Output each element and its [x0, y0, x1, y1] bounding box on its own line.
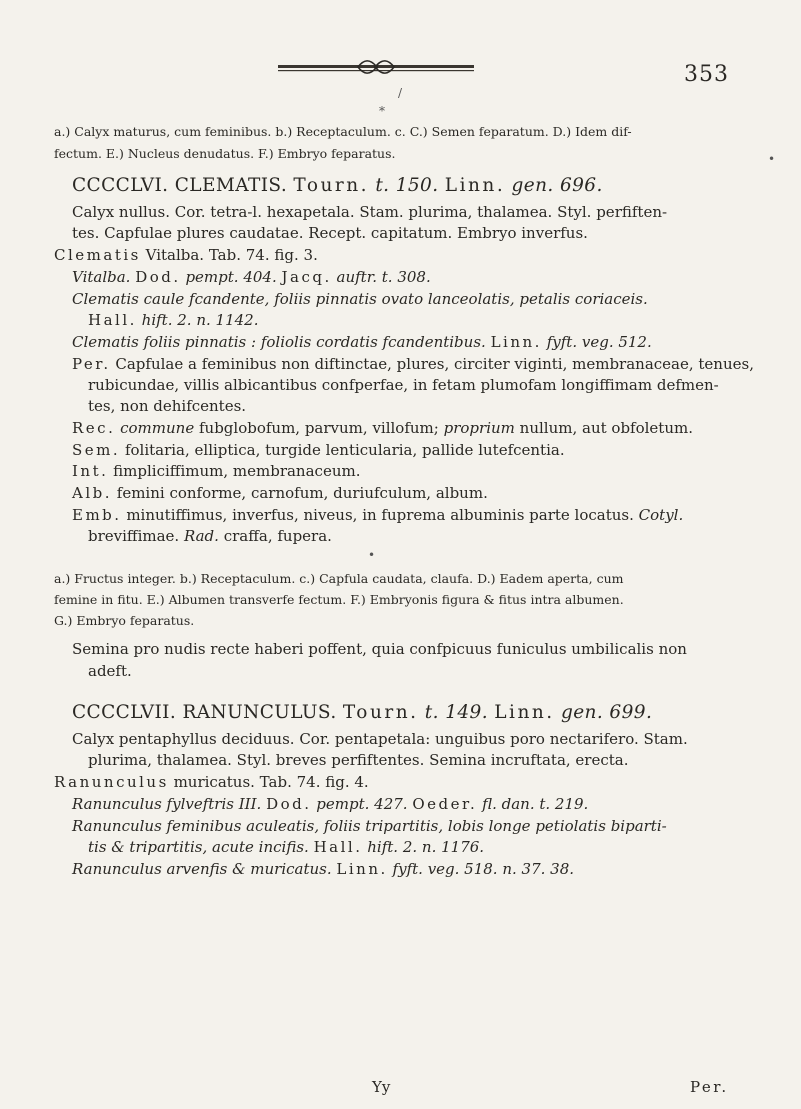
entry1-tournefort-ref: t. 150.: [375, 175, 439, 196]
catchword: Per.: [690, 1078, 729, 1096]
note-line1: Semina pro nudis recte haberi poffent, quia confpicuus funiculus umbilicalis non: [72, 640, 687, 658]
entry1-emb-line2: [88, 527, 332, 545]
entry2-syn3-text: Ranunculus arvenfis & muricatus.: [72, 860, 332, 878]
entry1-character-line2: tes. Capfulae plures caudatae. Recept. capitatum. Embryo inverfus.: [72, 224, 588, 242]
entry1-syn2-auth: Hall.: [88, 311, 137, 329]
entry2-genus: RANUNCULUS.: [182, 702, 337, 723]
entry1-per-line2: rubicundae, villis albicantibus confperfae, in fetam plumofam longiffimam defmen-: [88, 376, 719, 394]
entry1-rec-label: Rec.: [72, 419, 116, 437]
entry2-linnaeus-ref: gen. 699.: [560, 702, 653, 723]
footnote2-line1: a.) Fructus integer. b.) Receptaculum. c.) Capfula caudata, claufa. D.) Eadem aperta, cum: [54, 571, 624, 586]
entry1-emb-rad: Rad.: [183, 527, 219, 545]
entry2-species: [54, 773, 369, 791]
entry1-per-line1: [72, 355, 754, 373]
entry1-emb-l2b: craffa, fupera.: [223, 527, 332, 545]
entry2-syn3-ref: fyft. veg. 518. n. 37. 38.: [392, 860, 575, 878]
entry1-rec: [72, 419, 693, 437]
entry2-tournefort: Tourn.: [342, 702, 419, 723]
entry1-number: CCCCLVI.: [72, 175, 169, 196]
footnote1-line1: a.) Calyx maturus, cum feminibus. b.) Receptaculum. c. C.) Semen feparatum. D.) Idem dif-: [54, 124, 632, 139]
entry1-species-name: Clematis: [54, 246, 141, 264]
entry2-heading: [72, 702, 652, 723]
entry1-sem-text: folitaria, elliptica, turgide lenticularia, pallide lutefcentia.: [124, 441, 565, 459]
entry1-syn1-ref2: auftr. t. 308.: [336, 268, 431, 286]
footnote1-line2: fectum. E.) Nucleus denudatus. F.) Embryo feparatus.: [54, 146, 396, 161]
entry1-syn3-auth: Linn.: [490, 333, 542, 351]
stray-dot-right: •: [768, 152, 776, 166]
entry1-sem-label: Sem.: [72, 441, 121, 459]
entry2-character-line2: plurima, thalamea. Styl. breves perfiftentes. Semina incruftata, erecta.: [88, 751, 629, 769]
entry2-character-line1: Calyx pentaphyllus deciduus. Cor. pentapetala: unguibus poro nectarifero. Stam.: [72, 730, 688, 748]
entry1-heading: [72, 175, 603, 196]
entry1-linnaeus-ref: gen. 696.: [511, 175, 603, 196]
entry2-syn1-auth: Dod.: [266, 795, 312, 813]
entry1-syn3-text: Clematis foliis pinnatis : foliolis cordatis fcandentibus.: [72, 333, 486, 351]
entry1-int-label: Int.: [72, 462, 109, 480]
entry1-emb-l2a: breviffimae.: [88, 527, 180, 545]
stray-mark: /: [398, 86, 403, 100]
entry1-syn2-ref: hift. 2. n. 1142.: [141, 311, 259, 329]
signature-mark: Yy: [372, 1078, 391, 1096]
entry1-alb: [72, 484, 488, 502]
entry1-per-label: Per.: [72, 355, 111, 373]
header-ornament: [278, 58, 474, 78]
entry2-syn1-ref: pempt. 427.: [316, 795, 408, 813]
entry2-tournefort-ref: t. 149.: [424, 702, 488, 723]
stray-dot-mid: •: [368, 548, 376, 562]
footnote2-line3: G.) Embryo feparatus.: [54, 613, 195, 628]
entry1-emb-cotyl: Cotyl.: [638, 506, 684, 524]
entry2-syn1-auth2: Oeder.: [412, 795, 478, 813]
entry1-per-line3: tes, non dehifcentes.: [88, 397, 247, 415]
entry1-per-text1: Capfulae a feminibus non diftinctae, plures, circiter viginti, membranaceae, tenues,: [115, 355, 754, 373]
footnote2-line2: femine in fitu. E.) Albumen transverfe fectum. F.) Embryonis figura & fitus intra albumen.: [54, 592, 624, 607]
entry2-syn3-auth: Linn.: [336, 860, 388, 878]
entry2-number: CCCCLVII.: [72, 702, 177, 723]
entry1-synonym2: Clematis caule fcandente, foliis pinnatis ovato lanceolatis, petalis coriaceis.: [72, 290, 648, 308]
entry1-syn1-auth2: Jacq.: [281, 268, 332, 286]
entry1-syn3-ref: fyft. veg. 512.: [546, 333, 652, 351]
entry1-species-rest: Vitalba. Tab. 74. fig. 3.: [145, 246, 318, 264]
star-mark: *: [379, 104, 385, 118]
entry1-tournefort: Tourn.: [293, 175, 370, 196]
note-line2: adeft.: [88, 662, 132, 680]
entry2-linnaeus: Linn.: [494, 702, 555, 723]
entry2-syn2-text2: tis & tripartitis, acute incifis.: [88, 838, 309, 856]
entry2-synonym1: [72, 795, 588, 813]
entry1-int: [72, 462, 360, 480]
entry1-emb-text: minutiffimus, inverfus, niveus, in fuprema albuminis parte locatus.: [126, 506, 634, 524]
entry1-syn1-name: Vitalba.: [72, 268, 131, 286]
entry1-character-line1: Calyx nullus. Cor. tetra-l. hexapetala. Stam. plurima, thalamea. Styl. perfiften-: [72, 203, 668, 221]
entry2-syn1-ref2: fl. dan. t. 219.: [482, 795, 589, 813]
page-number: 353: [684, 62, 729, 87]
entry1-rec-text2: nullum, aut obfoletum.: [519, 419, 693, 437]
entry2-synonym3: [72, 860, 574, 878]
entry2-synonym2-line2: [88, 838, 484, 856]
entry1-emb: [72, 506, 683, 524]
entry1-alb-label: Alb.: [72, 484, 112, 502]
entry1-linnaeus: Linn.: [444, 175, 506, 196]
entry2-synonym2-line1: Ranunculus feminibus aculeatis, foliis tripartitis, lobis longe petiolatis biparti-: [72, 817, 667, 835]
entry1-int-text: fimpliciffimum, membranaceum.: [113, 462, 361, 480]
entry1-alb-text: femini conforme, carnofum, duriufculum, album.: [116, 484, 488, 502]
entry1-synonym2-cite: [88, 311, 258, 329]
entry1-emb-label: Emb.: [72, 506, 122, 524]
entry2-syn2-auth: Hall.: [313, 838, 363, 856]
entry1-genus: CLEMATIS.: [174, 175, 288, 196]
entry1-syn1-auth: Dod.: [135, 268, 181, 286]
entry1-rec-commune: commune: [120, 419, 195, 437]
entry2-species-rest: muricatus. Tab. 74. fig. 4.: [173, 773, 369, 791]
entry2-syn1-text: Ranunculus fylveftris III.: [72, 795, 262, 813]
entry1-rec-proprium: proprium: [443, 419, 515, 437]
entry1-rec-text1: fubglobofum, parvum, villofum;: [198, 419, 439, 437]
entry1-species: [54, 246, 318, 264]
entry1-sem: [72, 441, 565, 459]
entry2-species-name: Ranunculus: [54, 773, 169, 791]
entry1-syn1-ref: pempt. 404.: [185, 268, 277, 286]
entry1-synonym3: [72, 333, 652, 351]
entry2-syn2-ref: hift. 2. n. 1176.: [367, 838, 485, 856]
entry1-synonym1: [72, 268, 431, 286]
